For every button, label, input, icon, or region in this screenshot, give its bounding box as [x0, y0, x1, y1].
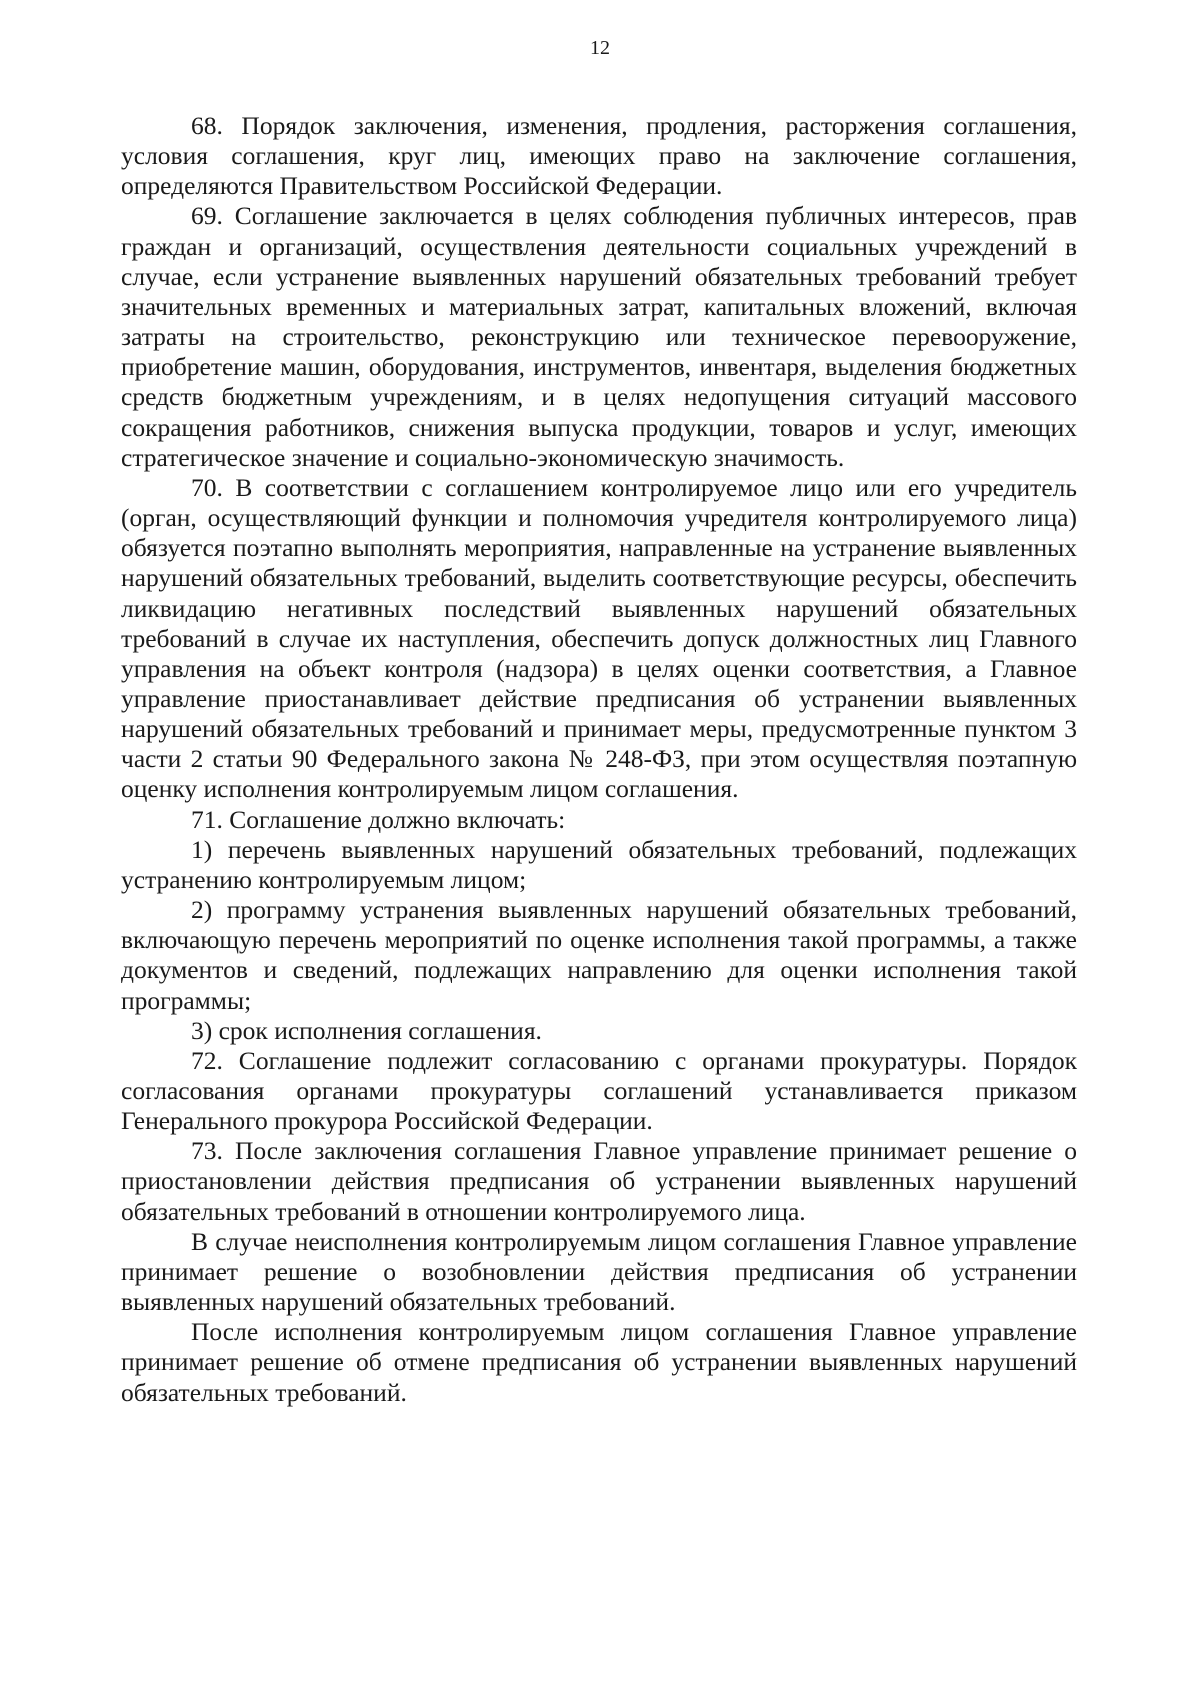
paragraph-73-nonfulfillment: В случае неисполнения контролируемым лицом соглашения Главное управление принимает решение о возобновлении действия предписания об устранении выявленных нарушений обязательных требований. [121, 1226, 1077, 1317]
paragraph-73: 73. После заключения соглашения Главное управление принимает решение о приостановлении действия предписания об устранении выявленных нарушений обязательных требований в отношении контролируемого лица. [121, 1136, 1077, 1226]
paragraph-71-item-1: 1) перечень выявленных нарушений обязательных требований, подлежащих устранению контролируемым лицом; [121, 834, 1077, 894]
paragraph-69: 69. Соглашение заключается в целях соблюдения публичных интересов, прав граждан и организаций, осуществления деятельности социальных учреждений в случае, если устранение выявленных нарушений обязательных требований требует значительных временных и материальных затрат, капитальных вложений, включая затраты на строительство, реконструкцию или техническое перевооружение, приобретение машин, оборудования, инструментов, инвентаря, выделения бюджетных средств бюджетным учреждениям, и в целях недопущения ситуаций массового сокращения работников, снижения выпуска продукции, товаров и услуг, имеющих стратегическое значение и социально-экономическую значимость. [121, 201, 1077, 472]
document-body [121, 111, 1077, 1408]
paragraph-68: 68. Порядок заключения, изменения, продления, расторжения соглашения, условия соглашения, круг лиц, имеющих право на заключение соглашения, определяются Правительством Российской Федерации. [121, 111, 1077, 201]
paragraph-71: 71. Соглашение должно включать: [191, 804, 566, 834]
paragraph-72: 72. Соглашение подлежит согласованию с органами прокуратуры. Порядок согласования органами прокуратуры соглашений устанавливается приказом Генерального прокурора Российской Федерации. [121, 1045, 1077, 1136]
page-number: 12 [590, 37, 610, 59]
paragraph-73-fulfillment: После исполнения контролируемым лицом соглашения Главное управление принимает решение об отмене предписания об устранении выявленных нарушений обязательных требований. [121, 1317, 1077, 1407]
paragraph-71-item-2: 2) программу устранения выявленных нарушений обязательных требований, включающую перечень мероприятий по оценке исполнения такой программы, а также документов и сведений, подлежащих направлению для оценки исполнения такой программы; [121, 895, 1077, 1015]
paragraph-71-item-3: 3) срок исполнения соглашения. [191, 1015, 542, 1045]
paragraph-70: 70. В соответствии с соглашением контролируемое лицо или его учредитель (орган, осуществляющий функции и полномочия учредителя контролируемого лица) обязуется поэтапно выполнять мероприятия, направленные на устранение выявленных нарушений обязательных требований, выделить соответствующие ресурсы, обеспечить ликвидацию негативных последствий выявленных нарушений обязательных требований в случае их наступления, обеспечить допуск должностных лиц Главного управления на объект контроля (надзора) в целях оценки соответствия, а Главное управление приостанавливает действие предписания об устранении выявленных нарушений обязательных требований и принимает меры, предусмотренные пунктом 3 части 2 статьи 90 Федерального закона № 248-ФЗ, при этом осуществляя поэтапную оценку исполнения контролируемым лицом соглашения. [121, 472, 1077, 804]
